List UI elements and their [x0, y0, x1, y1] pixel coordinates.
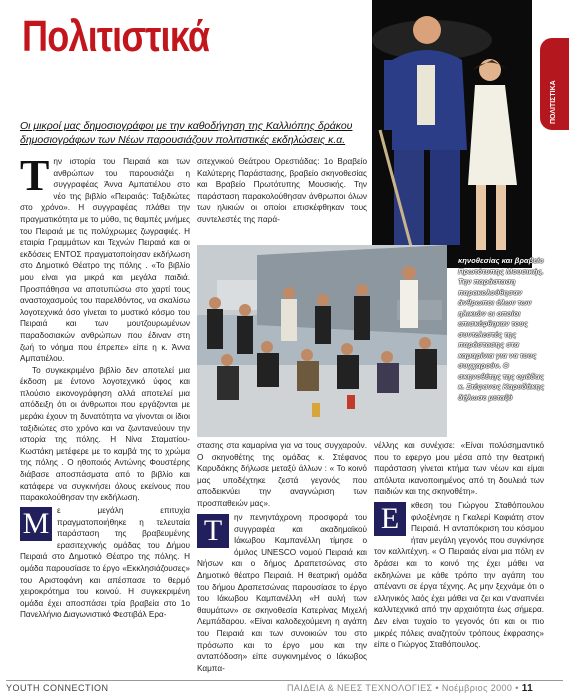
mid-text-left: [197, 440, 367, 510]
article3-dropcap: Τ: [197, 514, 229, 548]
article4-text: κθεση του Γιώργου Σταθόπουλου φιλοξένησε η Γκαλερί Καφιάτη στον Πειραιά. Η ανταπόκριση του κόσμου ήταν μεγάλη γεγονός που συγκίνησε τον καλλιτέχνη. « Ο Πειραιάς είναι μια πόλη εν δράσει και το κοινό της έχει μάθει να εκδηλώνει με κάθε τρόπο την αγάπη του απέναντι σε έργα τέχνης. Ας μην ξεχνάμε ότι ο ελληνικός λαός έχει μάθει να ζει και ν'αναπνέει καλλιτεχνικά από την αρχαιότητα έως σήμερα. Δεν είναι τυχαίο το γεγονός ότι και οι πιο μικρές πόλεις αναζητούν τρόπους έκφρασης» είπε ο Γιώργος Σταθόπουλος.: [374, 501, 544, 650]
article1-paragraph-2: Το συγκεκριμένο βιβλίο δεν αποτελεί μια έκδοση με έντονο λογοτεχνικό ύφος και πλούσιο εικονογράφηση αλλά αποτελεί μια απόδειξη ότι οι άνθρωποι που εργάζονται με μεράκι έχουν τη δυνατότητα να γίνονται οι ίδιοι ταξιδιώτες στο χρόνο και να ζωντανεύουν την ιστορία της πόλης. Η Νίνα Σταματίου- Κωστάκη μετέφερε με το καμβά της το χρώμα της πόλης . Ο ηθοποιός Αντώνης Φουστέρης διάβασε αποσπάσματα από το βιβλίο και κατάφερε να συγκινήσει όλους εκείνους που παρακολούθησαν την εκδήλωση.: [20, 365, 190, 503]
mid-text-right: [374, 440, 544, 498]
article4-column: [374, 500, 544, 651]
footer-divider: [6, 680, 563, 681]
side-tab-label: ΠΟΛΙΤΙΣΤΙΚΑ: [550, 80, 557, 124]
page-number: 11: [521, 683, 534, 694]
article2-text: ε μεγάλη επιτυχία πραγματοποιήθηκε η τελευταία παράσταση της βραβευμένης ερασιτεχνικής ομάδας του Δήμου Πειραιά στο Δημοτικό Θέατρο της πόλης. Η ομάδα παρουσίασε το έργο «Εκκλησιάζουσες» του Αριστοφάνη και απέσπασε το θερμό χειροκρότημα του κοινού. Η συγκεκριμένη ομάδα έχει αποσπάσει τρία βραβεία στο 1ο Πανελλήνιο Διαγωνιστικό Φεστιβάλ Ερα-: [20, 506, 190, 620]
article2-column: [20, 505, 190, 621]
footer-publication: YOUTH CONNECTION: [6, 683, 109, 693]
article1-column-2: [197, 156, 367, 226]
theatre-photo-top: [372, 0, 532, 268]
mid-text-left-paragraph: στασης στα καμαρίνια για να τους συγχαρούν. Ο σκηνοθέτης της ομάδας κ. Στέφανος Καρυδάκης δήλωσε μεταξύ άλλων : « Το κοινό μας υποδέχτηκε ζεστά γεγονός που αποδεικνύει την αναγνώριση των προσπαθειών μας».: [197, 441, 367, 508]
article3-column: [197, 512, 367, 674]
article1-paragraph-1: ην ιστορία του Πειραιά και των ανθρώπων του παρουσιάζει η συγγραφέας Άννα Αμπατιέλου στο νέο της βιβλίο «Πειραιάς: Ταξιδιώτες στο χρόνο». Η συγγραφέας πλάθει την πραγματικότητα με το μύθο, τις θαμπές μνήμες του Πειραιά με τις πολύχρωμες ζωγραφιές. Η εταιρία Γραμμάτων και Τεχνών Πειραιά και οι εκδόσεις ΕΝΤΟΣ πραγματοποίησαν εκδήλωση στο Δημοτικό Θέατρο της πόλης . «Το βιβλίο μου είναι για μικρά και μεγάλα παιδιά. Προσπάθησα να αποτυπώσω στο χαρτί τους αναστοχασμούς του παρελθόντος, να σκαλίσω λογοτεχνικά όσο γίνεται το μυστικό κόσμο του Πειραιά και των μουτζουρωμένων παραδοσιακών ανθρώπων που έδιναν στη ζωή το νόημα που έπρεπε» είπε η κ. Άννα Αμπατιέλου.: [20, 157, 190, 364]
article1-col2-text: σιτεχνικού Θεάτρου Ορεστιάδας: 1ο Βραβείο Καλύτερης Παράστασης, βραβείο σκηνοθεσίας και Βραβείο Πρωτότυπης Μουσικής. Την παράσταση παρακολούθησαν άνθρωποι όλων των ηλικιών οι οποίοι επισκέφθηκαν τους συντελεστές της παρά-: [197, 157, 367, 224]
group-scene-illustration: [197, 245, 447, 437]
subtitle-text: Οι μικροί μας δημοσιογράφοι με την καθοδήγηση της Καλλιόπης δράκου δημοσιογράφων των Νέων παρουσιάζουν πολιτιστικές εκδηλώσεις κ.α.: [20, 120, 353, 146]
mid-text-right-paragraph: νέλλης και συνέχισε: «Είναι πολύσημαντικό που το εφεργο μου μέσα από την θεατρική παράσταση γίνεται κτήμα των νέων και είμαι απόλυτα ικανοποιημένος από τη δουλειά των παιδιών και της σκηνοθέτη».: [374, 441, 544, 497]
page-title: Πολιτιστικά: [22, 12, 210, 61]
theatre-photo-group: [197, 245, 447, 437]
section-side-tab: [540, 38, 569, 130]
article1-column: [20, 151, 190, 504]
actors-illustration: [372, 0, 532, 268]
photo-caption: κηνοθεσίας και βραβείο Πρωτότυπης Μουσικής. Την παράσταση παρακολούθησαν άνθρωποι όλων των ηλικιών οι οποίοι επισκέφθηκαν τους συντελεστές της παράστασης στα καμαρίνια για να τους συγχαρούν. Ο σκηνοθέτης της ομάδας κ. Στέφανος Καρυδάκης δήλωσε μεταξύ: [458, 256, 545, 402]
footer-issue-text: ΠΑΙΔΕΙΑ & ΝΕΕΣ ΤΕΧΝΟΛΟΓΙΕΣ • Νοέμβριος 2000 •: [287, 683, 519, 693]
article4-dropcap: Ε: [374, 502, 406, 536]
footer-issue: [287, 683, 533, 694]
article3-text: ην πενηντάχρονη προσφορά του συγγραφέα και ακαδημαϊκού Ιάκωβου Καμπανέλλη τίμησε ο όμιλος UNESCO νομού Πειραιά και Νήσων και ο δήμος Δραπετσώνας στο Δημοτικό θέατρο Πειραιά. Η θεατρική ομάδα του δήμου Δραπετσώνας παρουσίασε το έργο του Ιάκωβου Καμπανέλλη «Η αυλή των θαυμάτων» σε σκηνοθεσία Κατερίνας Μιχελή Λεμπάδαρου. «Είναι καλοδεχούμενη η αγάπη του Πειραιά και των συνοικιών του στο πρόσωπο και το έργο μου και την ανταπόδοση» είπε συγκινημένος ο Ιάκωβος Καμπα-: [197, 513, 367, 673]
article-subtitle: [20, 119, 372, 147]
article1-dropcap: Τ: [20, 151, 50, 200]
article2-dropcap: Μ: [20, 507, 52, 541]
